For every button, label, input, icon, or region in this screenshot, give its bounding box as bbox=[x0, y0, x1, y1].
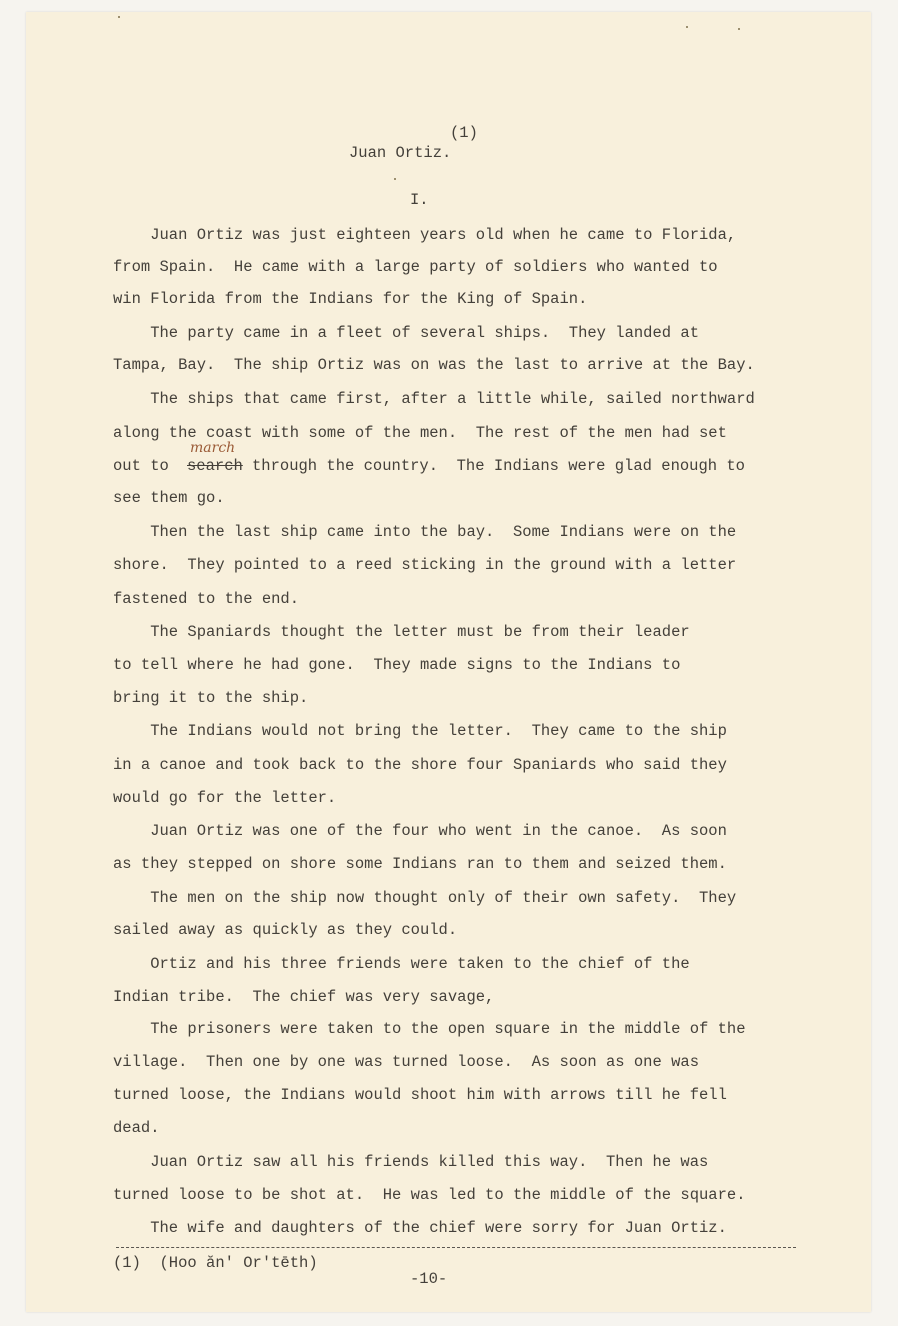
text-line: The party came in a fleet of several ships. They landed at bbox=[113, 324, 699, 342]
text-line: The ships that came first, after a little while, sailed northward bbox=[113, 390, 755, 408]
text-line: The Spaniards thought the letter must be from their leader bbox=[113, 623, 690, 641]
text-line: The prisoners were taken to the open square in the middle of the bbox=[113, 1020, 746, 1038]
footnote-divider bbox=[116, 1247, 796, 1248]
text-line: through the country. The Indians were glad enough to bbox=[252, 457, 745, 475]
text-line: village. Then one by one was turned loose. As soon as one was bbox=[113, 1053, 699, 1071]
text-line: along the coast with some of the men. The rest of the men had set bbox=[113, 424, 727, 442]
struck-word: search bbox=[187, 457, 243, 475]
text-line: shore. They pointed to a reed sticking in the ground with a letter bbox=[113, 556, 737, 574]
footnote-marker: (1) bbox=[450, 124, 478, 142]
text-line: fastened to the end. bbox=[113, 590, 300, 608]
text-line: would go for the letter. bbox=[113, 789, 337, 807]
paper-speck bbox=[686, 26, 688, 28]
page-number: -10- bbox=[410, 1270, 448, 1288]
text-line: sailed away as quickly as they could. bbox=[113, 921, 458, 939]
text-line: Tampa, Bay. The ship Ortiz was on was the last to arrive at the Bay. bbox=[113, 356, 755, 374]
text-line: Juan Ortiz was one of the four who went in the canoe. As soon bbox=[113, 822, 727, 840]
text-line: Juan Ortiz saw all his friends killed this way. Then he was bbox=[113, 1153, 709, 1171]
text-line: turned loose, the Indians would shoot him with arrows till he fell bbox=[113, 1086, 727, 1104]
text-line: The Indians would not bring the letter. They came to the ship bbox=[113, 722, 727, 740]
text-line: Juan Ortiz was just eighteen years old when he came to Florida, bbox=[113, 226, 737, 244]
handwritten-correction: march bbox=[190, 440, 236, 456]
text-line: see them go. bbox=[113, 489, 225, 507]
text-line: to tell where he had gone. They made signs to the Indians to bbox=[113, 656, 681, 674]
text-line: Then the last ship came into the bay. Some Indians were on the bbox=[113, 523, 737, 541]
paper-speck bbox=[118, 16, 120, 18]
text-line: The wife and daughters of the chief were sorry for Juan Ortiz. bbox=[113, 1219, 727, 1237]
text-line: turned loose to be shot at. He was led to the middle of the square. bbox=[113, 1186, 746, 1204]
text-line: win Florida from the Indians for the King of Spain. bbox=[113, 290, 588, 308]
text-line: dead. bbox=[113, 1119, 160, 1137]
text-line: as they stepped on shore some Indians ran to them and seized them. bbox=[113, 855, 727, 873]
text-line: Ortiz and his three friends were taken to the chief of the bbox=[113, 955, 690, 973]
page-title: Juan Ortiz. bbox=[349, 144, 452, 162]
paper-speck bbox=[738, 28, 740, 30]
text-line: from Spain. He came with a large party of soldiers who wanted to bbox=[113, 258, 718, 276]
text-line: out to bbox=[113, 457, 169, 475]
text-line: in a canoe and took back to the shore four Spaniards who said they bbox=[113, 756, 727, 774]
paper-speck bbox=[394, 178, 396, 180]
section-heading: I. bbox=[410, 191, 429, 209]
text-line: bring it to the ship. bbox=[113, 689, 309, 707]
text-line: The men on the ship now thought only of their own safety. They bbox=[113, 889, 737, 907]
footnote-text: (1) (Hoo ăn′ Or′tēth) bbox=[113, 1254, 318, 1272]
text-line: Indian tribe. The chief was very savage, bbox=[113, 988, 495, 1006]
